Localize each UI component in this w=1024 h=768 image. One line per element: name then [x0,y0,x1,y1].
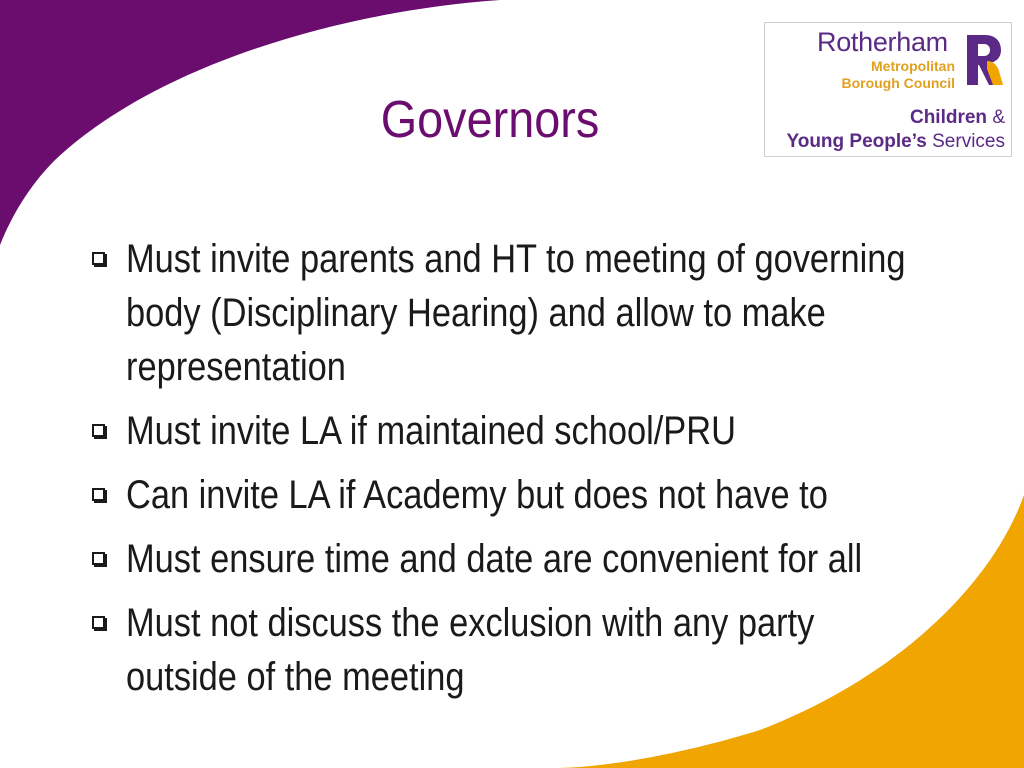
bullet-text: Must invite LA if maintained school/PRU [126,409,736,453]
council-logo [764,22,1012,157]
rotherham-r-icon [963,31,1005,89]
bullet-item [90,532,950,586]
checkbox-bullet-icon [92,616,105,629]
bullet-text: Can invite LA if Academy but does not have to [126,473,828,517]
bullet-text: Must ensure time and date are convenient for all [126,537,863,581]
bullet-item [90,232,950,394]
logo-rotherham-text: Rotherham [817,27,948,57]
bullet-text: Must invite parents and HT to meeting of governing body (Disciplinary Hearing) and allow to make representation [126,237,906,389]
bullet-item [90,596,950,704]
logo-metropolitan-text: Metropolitan [871,58,955,74]
bullet-item [90,468,950,522]
slide-title: Governors [380,91,600,149]
bullet-item [90,404,950,458]
bullet-text: Must not discuss the exclusion with any party outside of the meeting [126,601,815,699]
checkbox-bullet-icon [92,252,105,265]
logo-young-peoples-services-text: Young People’s Services [786,131,1005,152]
logo-borough-text: Borough Council [841,75,955,91]
bullet-list [90,232,950,714]
checkbox-bullet-icon [92,552,105,565]
logo-children-text: Children & [909,107,1005,128]
checkbox-bullet-icon [92,488,105,501]
checkbox-bullet-icon [92,424,105,437]
